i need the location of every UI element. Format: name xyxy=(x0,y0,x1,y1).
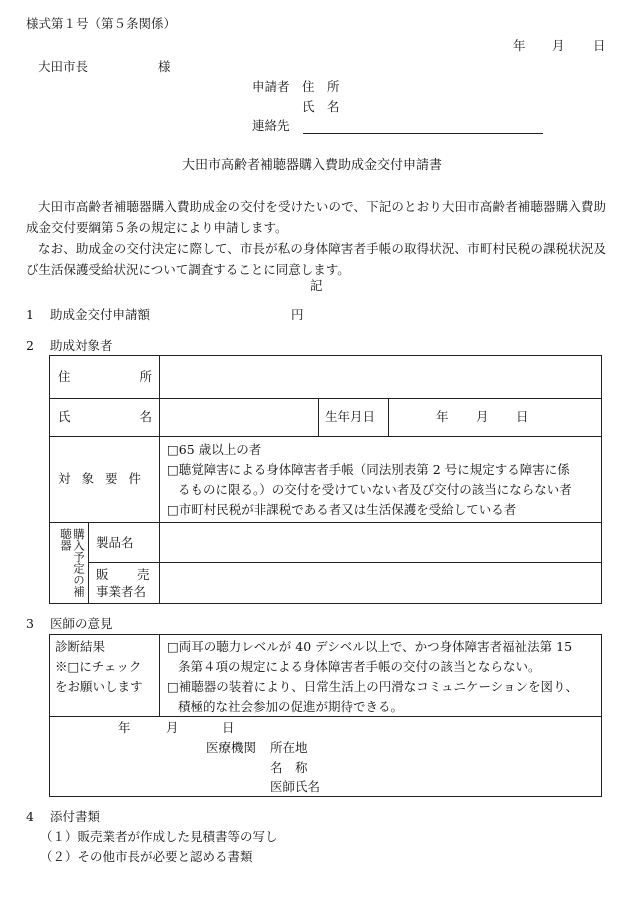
birth-year-label: 年 xyxy=(436,409,449,424)
section-4-number: 4 xyxy=(26,809,34,824)
section-1-number: 1 xyxy=(26,307,34,322)
yen-unit: 円 xyxy=(291,307,304,322)
section-4-label: 添付書類 xyxy=(50,809,101,824)
table-name-label: 氏 名 xyxy=(58,409,152,424)
attachment-item-1: （１）販売業者が作成した見積書等の写し xyxy=(40,829,278,844)
table-line xyxy=(49,436,602,437)
opinion-device-checkbox[interactable]: □補聴器の装着により、日常生活上の円滑なコミュニケーションを図り、 xyxy=(167,679,579,694)
section-1-label: 助成金交付申請額 xyxy=(50,307,151,322)
doctor-date-month: 月 xyxy=(166,720,179,735)
addressee: 大田市長 xyxy=(38,59,89,74)
section-3-number: 3 xyxy=(26,616,34,631)
contact-label: 連絡先 xyxy=(252,118,290,133)
honorific: 様 xyxy=(158,59,171,74)
seller-label-line1: 販 売 xyxy=(96,567,158,582)
applicant-name-label: 氏 名 xyxy=(302,99,340,114)
table-line xyxy=(388,398,389,436)
section-3-label: 医師の意見 xyxy=(50,616,113,631)
doctor-name-label: 医師氏名 xyxy=(270,779,321,794)
body-paragraph-1: 大田市高齢者補聴器購入費助成金の交付を受けたいので、下記のとおり大田市高齢者補聴器購入費助成金交付要綱第５条の規定により申請します。 xyxy=(26,199,606,235)
table-line xyxy=(49,398,602,399)
table-address-label: 住 所 xyxy=(58,369,152,384)
table-line xyxy=(49,716,602,717)
doctor-date-year: 年 xyxy=(118,720,131,735)
table-line xyxy=(318,398,319,436)
section-2-label: 助成対象者 xyxy=(50,338,113,353)
institution-label: 医療機関 xyxy=(206,740,257,755)
date-year-label: 年 xyxy=(513,38,526,53)
table-line xyxy=(159,355,160,604)
date-month-label: 月 xyxy=(552,38,565,53)
table-line xyxy=(88,562,602,563)
requirements-label: 対象要件 xyxy=(58,471,153,486)
birth-day-label: 日 xyxy=(516,409,529,424)
product-name-label: 製品名 xyxy=(96,535,134,550)
requirement-tax-checkbox[interactable]: □市町村民税が非課税である者又は生活保護を受給している者 xyxy=(167,502,517,517)
institution-name-label: 名 称 xyxy=(270,760,308,775)
requirement-disability-continued: るものに限る。）の交付を受けていない者及び交付の該当にならない者 xyxy=(178,482,572,497)
table-line xyxy=(49,522,602,523)
contact-underline xyxy=(303,133,543,134)
location-label: 所在地 xyxy=(270,740,308,755)
requirement-disability-checkbox[interactable]: □聴覚障害による身体障害者手帳（同法別表第 2 号に規定する障害に係 xyxy=(167,462,570,477)
doctor-date-day: 日 xyxy=(222,720,235,735)
device-vertical-label: 購入予定の補聴器 xyxy=(59,528,86,597)
applicant-address-label: 住 所 xyxy=(302,79,340,94)
body-paragraph-2: なお、助成金の交付決定に際して、市長が私の身体障害者手帳の取得状況、市町村民税の課税状況及び生活保護受給状況について調査することに同意します。 xyxy=(26,241,606,277)
form-number: 様式第１号（第５条関係） xyxy=(26,16,177,31)
check-note-line2: をお願いします xyxy=(55,679,143,694)
seller-label-line2: 事業者名 xyxy=(96,584,147,599)
date-day-label: 日 xyxy=(593,38,606,53)
table-line xyxy=(88,522,89,604)
section-2-number: 2 xyxy=(26,338,34,353)
opinion-device-continued: 積極的な社会参加の促進が期待できる。 xyxy=(178,699,404,714)
ki-label: 記 xyxy=(310,278,323,293)
applicant-label: 申請者 xyxy=(252,79,290,94)
opinion-hearing-checkbox[interactable]: □両耳の聴力レベルが 40 デシベル以上で、かつ身体障害者福祉法第 15 xyxy=(167,639,573,654)
attachment-item-2: （２）その他市長が必要と認める書類 xyxy=(40,849,253,864)
document-title: 大田市高齢者補聴器購入費助成金交付申請書 xyxy=(182,158,443,173)
requirement-age-checkbox[interactable]: □65 歳以上の者 xyxy=(167,442,262,457)
birth-label: 生年月日 xyxy=(325,409,376,424)
birth-month-label: 月 xyxy=(476,409,489,424)
diagnosis-label: 診断結果 xyxy=(55,639,106,654)
check-note-line1: ※□にチェック xyxy=(55,659,142,674)
table-line xyxy=(159,634,160,716)
opinion-hearing-continued: 条第４項の規定による身体障害者手帳の交付の該当とならない。 xyxy=(178,659,541,674)
